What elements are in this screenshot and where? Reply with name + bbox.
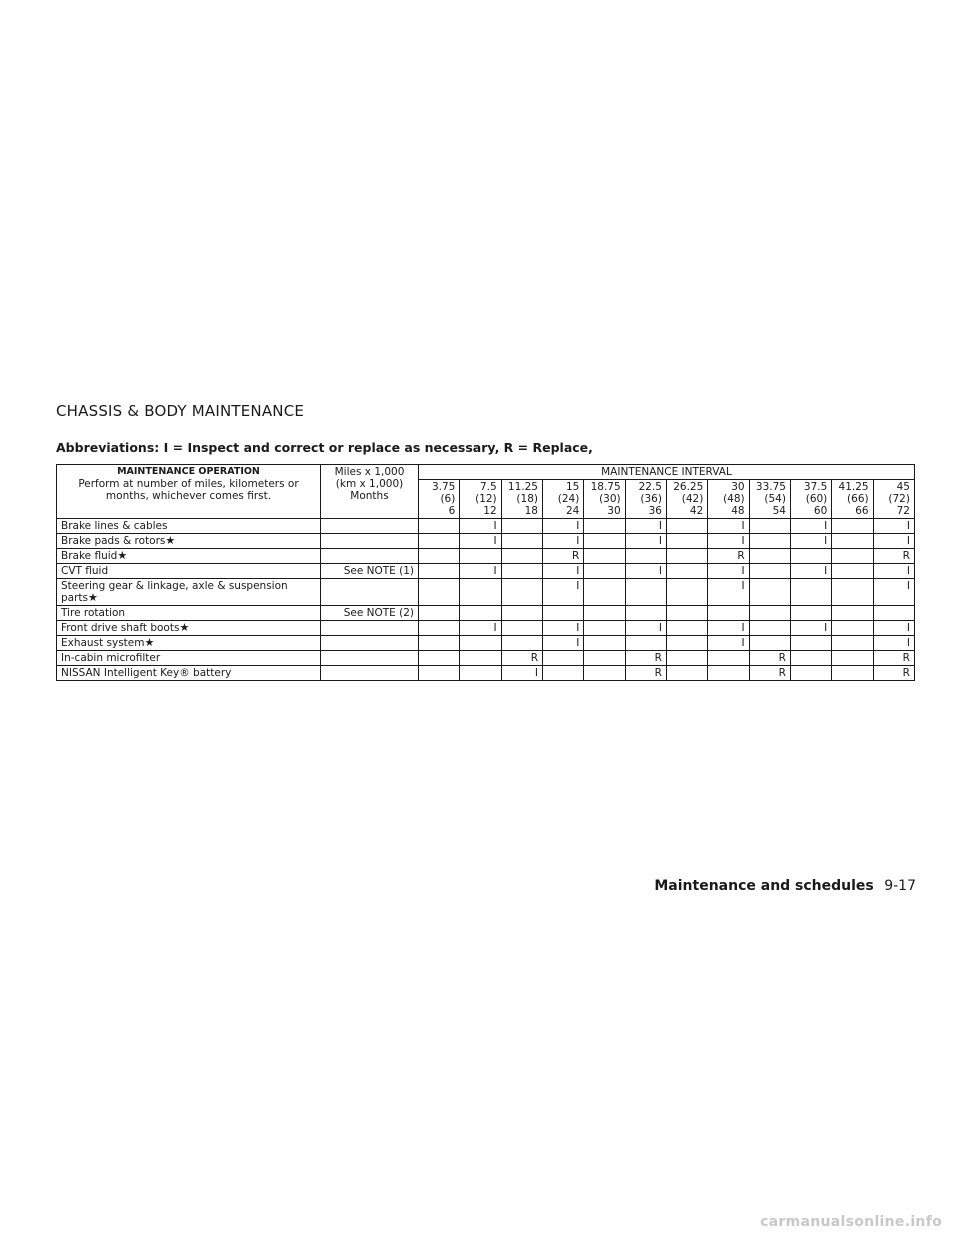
schedule-cell [419, 534, 460, 549]
interval-header-cell [708, 480, 749, 519]
schedule-cell [749, 564, 790, 579]
schedule-cell [542, 651, 583, 666]
operation-note [321, 579, 419, 606]
schedule-cell [666, 621, 707, 636]
interval-months: 6 [448, 505, 456, 517]
footer-page-number: 9-17 [884, 878, 916, 894]
interval-header-cell [666, 480, 707, 519]
schedule-cell [460, 651, 501, 666]
operation-note [321, 666, 419, 681]
operation-header [57, 465, 321, 519]
operation-note [321, 621, 419, 636]
schedule-cell: I [708, 519, 749, 534]
schedule-cell: R [873, 651, 914, 666]
schedule-cell: I [542, 519, 583, 534]
schedule-cell: I [542, 564, 583, 579]
operation-name: Tire rotation [61, 607, 126, 619]
operation-header-title: MAINTENANCE OPERATION [117, 466, 260, 477]
interval-months: 30 [607, 505, 621, 517]
schedule-cell: I [542, 534, 583, 549]
operation-name: CVT fluid [61, 565, 109, 577]
schedule-cell [419, 621, 460, 636]
interval-months: 54 [772, 505, 786, 517]
schedule-cell [749, 549, 790, 564]
schedule-cell [501, 636, 542, 651]
interval-km: (48) [723, 493, 745, 505]
schedule-cell: I [708, 579, 749, 606]
schedule-cell [501, 549, 542, 564]
star-icon: ★ [179, 621, 190, 634]
schedule-cell [832, 534, 873, 549]
schedule-cell [584, 636, 625, 651]
schedule-cell [832, 666, 873, 681]
table-row [57, 621, 915, 636]
schedule-cell [790, 549, 831, 564]
schedule-cell [419, 549, 460, 564]
schedule-cell [666, 534, 707, 549]
schedule-cell: I [625, 519, 666, 534]
schedule-cell [542, 606, 583, 621]
operation-note [321, 549, 419, 564]
interval-months: 36 [648, 505, 662, 517]
schedule-cell: I [790, 621, 831, 636]
interval-miles: 3.75 [431, 481, 456, 493]
operation-name-cell [57, 621, 321, 636]
interval-km: (42) [681, 493, 704, 505]
schedule-cell: I [873, 564, 914, 579]
abbreviations-note: Abbreviations: I = Inspect and correct or replace as necessary, R = Replace, [56, 440, 593, 455]
schedule-cell [873, 606, 914, 621]
schedule-cell [666, 564, 707, 579]
operation-name-cell [57, 651, 321, 666]
schedule-cell: I [708, 621, 749, 636]
interval-km: (18) [516, 493, 538, 505]
schedule-cell [584, 534, 625, 549]
interval-header-cell [749, 480, 790, 519]
units-header [321, 465, 419, 519]
interval-header-cell [460, 480, 501, 519]
interval-miles: 26.25 [673, 481, 704, 493]
schedule-cell [584, 651, 625, 666]
interval-header: MAINTENANCE INTERVAL [419, 465, 915, 480]
schedule-cell: I [708, 636, 749, 651]
interval-miles: 11.25 [507, 481, 538, 493]
table-header-row-1 [57, 465, 915, 480]
schedule-cell: I [873, 636, 914, 651]
star-icon: ★ [88, 591, 98, 604]
schedule-cell: R [749, 666, 790, 681]
schedule-cell [584, 579, 625, 606]
schedule-body [57, 519, 915, 681]
operation-name-cell [57, 519, 321, 534]
interval-months: 18 [524, 505, 538, 517]
schedule-cell: R [625, 666, 666, 681]
schedule-cell [501, 579, 542, 606]
schedule-cell [832, 579, 873, 606]
operation-name: Brake fluid [61, 550, 118, 562]
interval-km: (24) [557, 493, 580, 505]
schedule-cell [790, 606, 831, 621]
schedule-cell [419, 666, 460, 681]
schedule-cell [419, 606, 460, 621]
interval-months: 60 [813, 505, 828, 517]
operation-note [321, 651, 419, 666]
watermark: carmanualsonline.info [760, 1214, 942, 1230]
schedule-cell [790, 579, 831, 606]
schedule-cell: R [873, 666, 914, 681]
schedule-cell: I [625, 564, 666, 579]
operation-name-cell [57, 666, 321, 681]
units-miles: Miles x 1,000 [334, 466, 405, 478]
schedule-cell [666, 519, 707, 534]
schedule-cell: R [625, 651, 666, 666]
schedule-cell [832, 621, 873, 636]
star-icon: ★ [117, 549, 128, 562]
operation-note [321, 519, 419, 534]
interval-miles: 30 [731, 481, 745, 493]
schedule-cell [419, 519, 460, 534]
star-icon: ★ [165, 534, 176, 547]
schedule-cell [832, 636, 873, 651]
interval-km: (72) [888, 493, 910, 505]
schedule-cell: I [460, 564, 501, 579]
schedule-cell: I [460, 534, 501, 549]
schedule-cell [460, 666, 501, 681]
schedule-cell [666, 666, 707, 681]
schedule-cell: I [542, 621, 583, 636]
operation-name: NISSAN Intelligent Key® battery [61, 667, 232, 679]
schedule-cell: I [790, 534, 831, 549]
schedule-cell: I [708, 564, 749, 579]
schedule-cell [584, 549, 625, 564]
schedule-cell [625, 549, 666, 564]
schedule-cell [832, 549, 873, 564]
schedule-cell [501, 621, 542, 636]
operation-name: Front drive shaft boots [61, 622, 180, 634]
schedule-cell [708, 651, 749, 666]
schedule-cell [460, 549, 501, 564]
schedule-cell [625, 636, 666, 651]
schedule-cell [790, 636, 831, 651]
interval-header-cell [501, 480, 542, 519]
operation-name-cell [57, 606, 321, 621]
interval-km: (36) [640, 493, 662, 505]
interval-header-cell [790, 480, 831, 519]
schedule-cell [419, 564, 460, 579]
schedule-cell [625, 606, 666, 621]
page-footer [654, 878, 916, 894]
schedule-cell [666, 579, 707, 606]
schedule-cell: I [873, 579, 914, 606]
operation-name: In-cabin microfilter [61, 652, 161, 664]
interval-months: 66 [855, 505, 869, 517]
operation-name-cell [57, 549, 321, 564]
schedule-cell [749, 579, 790, 606]
schedule-cell [790, 666, 831, 681]
section-title: CHASSIS & BODY MAINTENANCE [56, 402, 305, 420]
schedule-cell [501, 606, 542, 621]
schedule-cell [584, 519, 625, 534]
schedule-cell: I [542, 636, 583, 651]
schedule-cell: I [501, 666, 542, 681]
operation-note: See NOTE (1) [321, 564, 419, 579]
interval-miles: 41.25 [838, 481, 869, 493]
operation-name-cell [57, 534, 321, 549]
schedule-cell: R [708, 549, 749, 564]
schedule-cell [832, 606, 873, 621]
table-row [57, 666, 915, 681]
operation-note [321, 636, 419, 651]
schedule-cell: I [460, 621, 501, 636]
schedule-cell [584, 666, 625, 681]
schedule-cell [584, 621, 625, 636]
schedule-cell [749, 636, 790, 651]
schedule-cell: I [625, 534, 666, 549]
schedule-cell [666, 549, 707, 564]
operation-name: Brake lines & cables [61, 520, 168, 532]
interval-miles: 7.5 [479, 481, 497, 493]
schedule-cell [584, 564, 625, 579]
schedule-cell: I [625, 621, 666, 636]
schedule-cell [501, 564, 542, 579]
operation-name-cell [57, 579, 321, 606]
schedule-cell [419, 579, 460, 606]
table-row [57, 636, 915, 651]
interval-months: 42 [689, 505, 704, 517]
interval-months: 12 [483, 505, 497, 517]
schedule-cell: R [501, 651, 542, 666]
interval-km: (12) [475, 493, 497, 505]
schedule-cell [749, 606, 790, 621]
interval-km: (66) [847, 493, 869, 505]
interval-miles: 18.75 [590, 481, 621, 493]
schedule-cell: R [873, 549, 914, 564]
schedule-cell [832, 519, 873, 534]
schedule-cell [419, 651, 460, 666]
schedule-cell: I [790, 564, 831, 579]
schedule-cell [749, 519, 790, 534]
schedule-cell [460, 636, 501, 651]
schedule-cell: I [790, 519, 831, 534]
schedule-cell: I [873, 621, 914, 636]
operation-note [321, 534, 419, 549]
units-km: (km x 1,000) [335, 478, 404, 490]
interval-months: 24 [565, 505, 580, 517]
schedule-cell [625, 579, 666, 606]
table-row [57, 564, 915, 579]
units-months: Months [350, 490, 389, 502]
schedule-cell [501, 519, 542, 534]
table-row [57, 651, 915, 666]
schedule-cell: I [873, 534, 914, 549]
schedule-cell [790, 651, 831, 666]
operation-name-cell [57, 564, 321, 579]
star-icon: ★ [144, 636, 155, 649]
schedule-cell [460, 606, 501, 621]
schedule-cell: R [542, 549, 583, 564]
schedule-cell [501, 534, 542, 549]
operation-name-cell [57, 636, 321, 651]
footer-section-title: Maintenance and schedules [654, 878, 874, 894]
operation-header-description: Perform at number of miles, kilometers or months, whichever comes first. [78, 478, 299, 502]
interval-km: (54) [764, 493, 786, 505]
interval-header-cell [625, 480, 666, 519]
schedule-cell: I [873, 519, 914, 534]
operation-name: Exhaust system [61, 637, 145, 649]
schedule-cell [666, 651, 707, 666]
interval-miles: 37.5 [803, 481, 828, 493]
operation-note: See NOTE (2) [321, 606, 419, 621]
schedule-cell: I [708, 534, 749, 549]
schedule-cell: R [749, 651, 790, 666]
interval-header-cell [873, 480, 914, 519]
interval-km: (6) [440, 493, 456, 505]
interval-months: 48 [731, 505, 745, 517]
interval-header-cell [584, 480, 625, 519]
schedule-cell: I [542, 579, 583, 606]
interval-months: 72 [896, 505, 910, 517]
schedule-cell [832, 564, 873, 579]
schedule-cell [460, 579, 501, 606]
table-row [57, 606, 915, 621]
operation-name: Brake pads & rotors [61, 535, 166, 547]
schedule-cell [708, 606, 749, 621]
interval-miles: 22.5 [638, 481, 662, 493]
schedule-cell [666, 636, 707, 651]
schedule-cell [419, 636, 460, 651]
schedule-cell [666, 606, 707, 621]
table-row [57, 579, 915, 606]
interval-miles: 33.75 [755, 481, 786, 493]
schedule-cell [832, 651, 873, 666]
schedule-cell [749, 621, 790, 636]
table-row [57, 549, 915, 564]
maintenance-schedule-table [56, 464, 915, 681]
schedule-cell: I [460, 519, 501, 534]
operation-name: Steering gear & linkage, axle & suspension parts [61, 580, 288, 604]
interval-km: (60) [805, 493, 828, 505]
table-row [57, 534, 915, 549]
interval-header-cell [542, 480, 583, 519]
interval-miles: 45 [896, 481, 910, 493]
table-row [57, 519, 915, 534]
schedule-cell [708, 666, 749, 681]
schedule-cell [542, 666, 583, 681]
interval-km: (30) [599, 493, 621, 505]
interval-miles: 15 [565, 481, 580, 493]
schedule-cell [749, 534, 790, 549]
interval-header-cell [419, 480, 460, 519]
interval-header-cell [832, 480, 873, 519]
schedule-cell [584, 606, 625, 621]
